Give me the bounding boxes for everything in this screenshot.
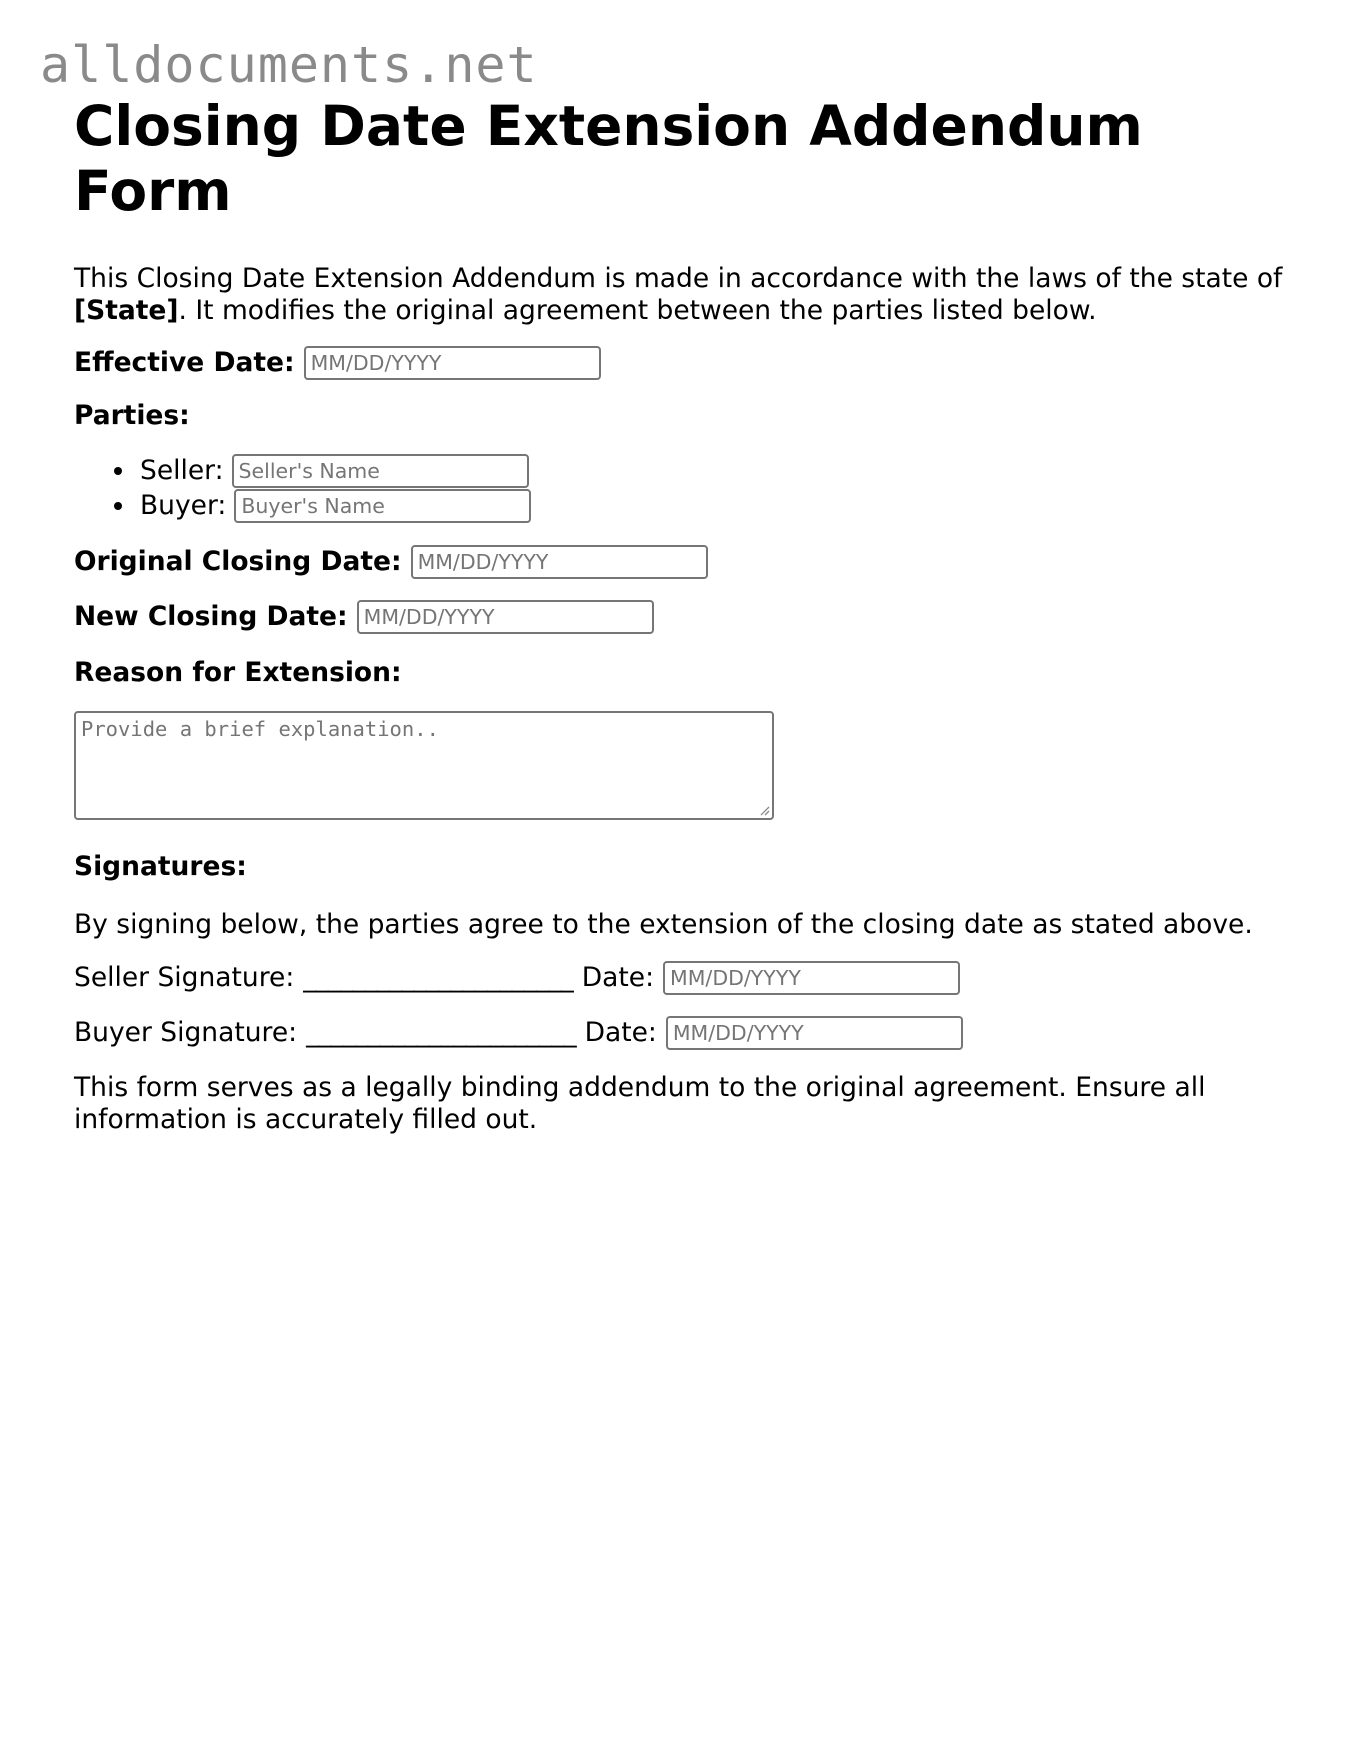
effective-date-label: Effective Date: (74, 347, 295, 378)
bullet-icon (114, 502, 122, 510)
parties-heading: Parties: (74, 400, 190, 431)
effective-date-row (74, 346, 1314, 380)
signatures-statement: By signing below, the parties agree to the extension of the closing date as stated above. (74, 909, 1253, 940)
document (74, 94, 1314, 1136)
new-closing-date-input[interactable]: MM/DD/YYYY (357, 600, 654, 634)
intro-text-after: . It modifies the original agreement between the parties listed below. (178, 295, 1097, 326)
bullet-icon (114, 467, 122, 475)
reason-textarea[interactable] (74, 711, 774, 820)
signatures-heading-row (74, 851, 1314, 883)
original-closing-date-input[interactable]: MM/DD/YYYY (411, 545, 708, 579)
buyer-label: Buyer: (140, 490, 227, 521)
parties-list (74, 453, 1314, 523)
buyer-signature-row (74, 1016, 1314, 1050)
buyer-name-input[interactable]: Buyer's Name (234, 489, 531, 523)
page-title: Closing Date Extension Addendum Form (74, 94, 1143, 223)
effective-date-input[interactable]: MM/DD/YYYY (304, 346, 601, 380)
watermark: alldocuments.net (40, 36, 538, 94)
intro-paragraph (74, 263, 1314, 327)
seller-date-input[interactable]: MM/DD/YYYY (663, 961, 960, 995)
list-item (74, 488, 1314, 523)
buyer-signature-label: Buyer Signature: (74, 1017, 298, 1048)
buyer-date-input[interactable]: MM/DD/YYYY (666, 1016, 963, 1050)
seller-signature-line[interactable]: ______________________ (303, 962, 573, 993)
new-closing-date-row (74, 600, 1314, 634)
parties-heading-row (74, 400, 1314, 432)
buyer-signature-line[interactable]: ______________________ (306, 1017, 576, 1048)
intro-text-before: This Closing Date Extension Addendum is made in accordance with the laws of the state of (74, 263, 1283, 294)
original-closing-date-row (74, 545, 1314, 579)
seller-signature-label: Seller Signature: (74, 962, 295, 993)
seller-date-label: Date: (581, 962, 655, 993)
footer-note: This form serves as a legally binding addendum to the original agreement. Ensure all information is accurately filled out. (74, 1072, 1206, 1135)
seller-signature-row (74, 961, 1314, 995)
seller-label: Seller: (140, 455, 224, 486)
new-closing-date-label: New Closing Date: (74, 601, 348, 632)
seller-name-input[interactable]: Seller's Name (232, 454, 529, 488)
reason-label: Reason for Extension: (74, 657, 402, 688)
buyer-date-label: Date: (584, 1017, 657, 1048)
list-item (74, 453, 1314, 488)
resize-grip-icon[interactable] (758, 804, 770, 816)
reason-placeholder: Provide a brief explanation.. (81, 717, 439, 741)
reason-heading-row (74, 657, 1314, 689)
state-placeholder: [State] (74, 295, 179, 326)
signatures-heading: Signatures: (74, 851, 247, 882)
original-closing-date-label: Original Closing Date: (74, 546, 402, 577)
